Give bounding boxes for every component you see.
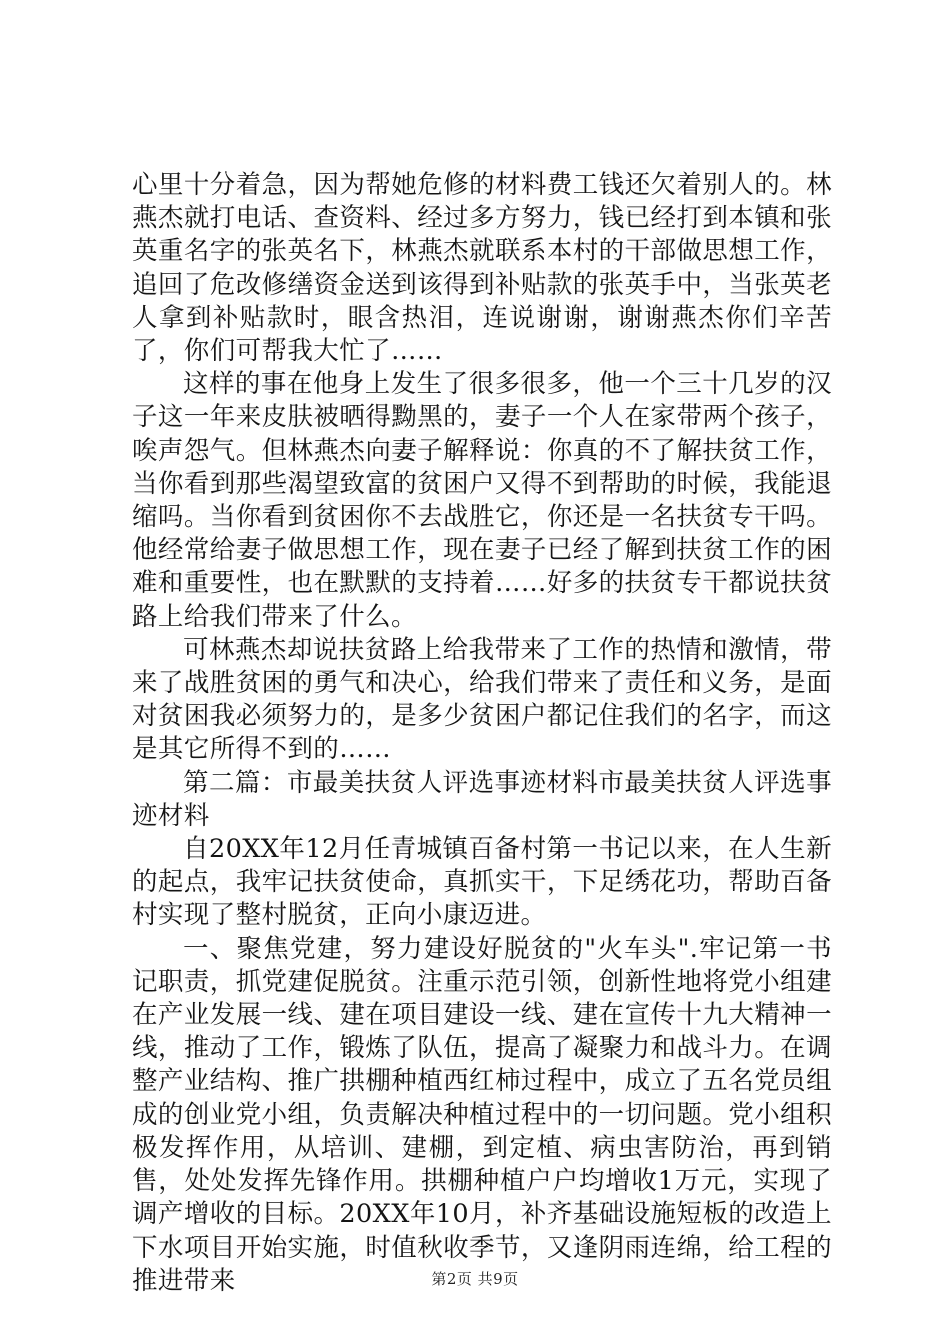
paragraph-1: 心里十分着急，因为帮她危修的材料费工钱还欠着别人的。林燕杰就打电话、查资料、经过多方努力，钱已经打到本镇和张英重名字的张英名下，林燕杰就联系本村的干部做思想工作，追回了危改修缮资金送到该得到补贴款的张英手中，当张英老人拿到补贴款时，眼含热泪，连说谢谢，谢谢燕杰你们辛苦了，你们可帮我大忙了…… — [132, 170, 832, 367]
paragraph-2: 这样的事在他身上发生了很多很多，他一个三十几岁的汉子这一年来皮肤被晒得黝黑的，妻子一个人在家带两个孩子，唉声怨气。但林燕杰向妻子解释说：你真的不了解扶贫工作，当你看到那些渴望致富的贫困户又得不到帮助的时候，我能退缩吗。当你看到贫困你不去战胜它，你还是一名扶贫专干吗。他经常给妻子做思想工作，现在妻子已经了解到扶贫工作的困难和重要性，也在默默的支持着……好多的扶贫专干都说扶贫路上给我们带来了什么。 — [132, 369, 832, 632]
paragraph-3: 可林燕杰却说扶贫路上给我带来了工作的热情和激情，带来了战胜贫困的勇气和决心，给我们带来了责任和义务，是面对贫困我必须努力的，是多少贫困户都记住我们的名字，而这是其它所得不到的…… — [132, 634, 832, 765]
paragraph-5: 自20XX年12月任青城镇百备村第一书记以来，在人生新的起点，我牢记扶贫使命，真抓实干，下足绣花功，帮助百备村实现了整村脱贫，正向小康迈进。 — [132, 834, 832, 931]
document-body — [132, 169, 832, 1298]
paragraph-6: 一、聚焦党建，努力建设好脱贫的"火车头".牢记第一书记职责，抓党建促脱贫。注重示范引领，创新性地将党小组建在产业发展一线、建在项目建设一线、建在宣传十九大精神一线，推动了工作，锻炼了队伍，提高了凝聚力和战斗力。在调整产业结构、推广拱棚种植西红柿过程中，成立了五名党员组成的创业党小组，负责解决种植过程中的一切问题。党小组积极发挥作用，从培训、建棚，到定植、病虫害防治，再到销售，处处发挥先锋作用。拱棚种植户户均增收1万元，实现了调产增收的目标。20XX年10月，补齐基础设施短板的改造上下水项目开始实施，时值秋收季节，又逢阴雨连绵，给工程的推进带来 — [132, 933, 832, 1296]
page-number-footer: 第2页 共9页 — [431, 1270, 519, 1288]
paragraph-section-heading: 第二篇：市最美扶贫人评选事迹材料市最美扶贫人评选事迹材料 — [132, 767, 832, 831]
